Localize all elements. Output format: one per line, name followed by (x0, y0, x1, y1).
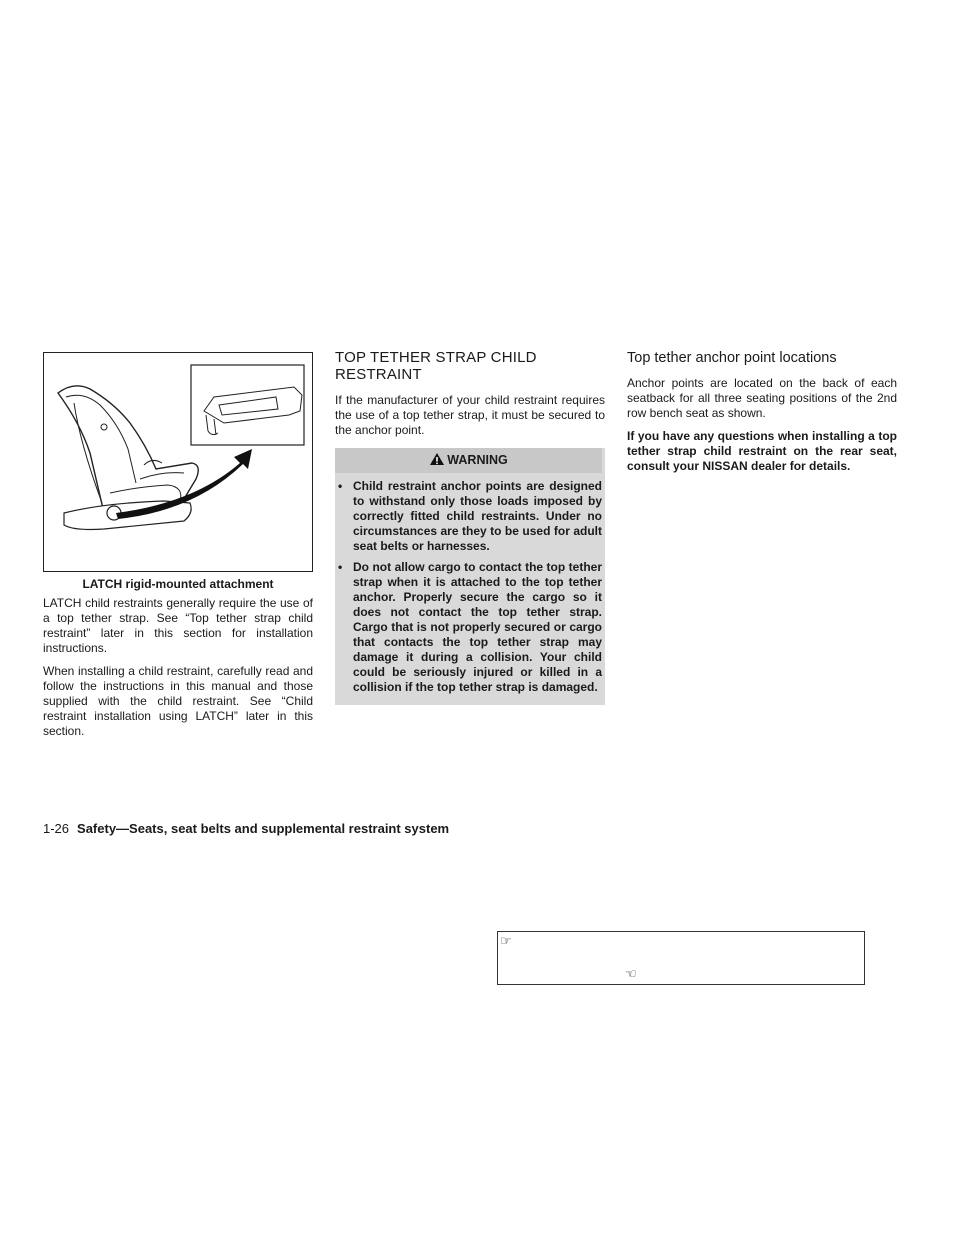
child-seat-drawing (44, 353, 312, 571)
top-tether-intro: If the manufacturer of your child restraint requires the use of a top tether strap, it must be secured to the anchor point. (335, 393, 605, 437)
anchor-location-paragraph: Anchor points are located on the back of each seatback for all three seating positions of the 2nd row bench seat as shown. (627, 376, 897, 420)
page-footer (43, 821, 449, 836)
section-heading: TOP TETHER STRAP CHILD RESTRAINT (335, 349, 537, 383)
warning-header (335, 448, 602, 473)
warning-item (335, 479, 602, 554)
warning-box (335, 448, 605, 705)
bullet-icon: • (338, 560, 343, 574)
reference-box (497, 931, 865, 985)
page-number: 1-26 (43, 821, 70, 836)
figure-caption: LATCH rigid-mounted attachment (82, 577, 274, 591)
latch-illustration (43, 352, 313, 572)
warning-item (335, 560, 602, 695)
latch-install-paragraph: When installing a child restraint, carefully read and follow the instructions in this manual and those supplied with the child restraint. See “Child restraint installation using LATCH” later in this section. (43, 664, 313, 738)
warning-item-text: Do not allow cargo to contact the top tether strap when it is attached to the top tether anchor. Properly secure the cargo so it does not contact the top tether strap. Cargo that is not properly secured or cargo that contacts the top tether strap may damage it during a collision. Your child could be seriously injured or killed in a collision if the top tether strap is damaged. (353, 560, 602, 694)
middle-column (335, 349, 605, 705)
hand-pointer-left-icon: ☜ (625, 966, 637, 981)
subsection-heading: Top tether anchor point locations (627, 350, 837, 366)
warning-triangle-icon (429, 452, 445, 470)
hand-pointer-right-icon: ☞ (500, 933, 512, 948)
latch-intro-paragraph: LATCH child restraints generally require the use of a top tether strap. See “Top tether strap child restraint” later in this section for installation instructions. (43, 596, 313, 655)
left-column (43, 352, 313, 747)
right-column (627, 350, 897, 482)
bullet-icon: • (338, 479, 343, 493)
dealer-advice-paragraph: If you have any questions when installing a top tether strap child restraint on the rear seat, consult your NISSAN dealer for details. (627, 429, 897, 473)
footer-title: Safety—Seats, seat belts and supplemental restraint system (77, 821, 450, 836)
warning-label: WARNING (447, 453, 508, 467)
warning-item-text: Child restraint anchor points are designed to withstand only those loads imposed by correctly fitted child restraints. Under no circumstances are they to be used for adult seat belts or harnesses. (353, 479, 602, 553)
warning-list (335, 479, 602, 695)
